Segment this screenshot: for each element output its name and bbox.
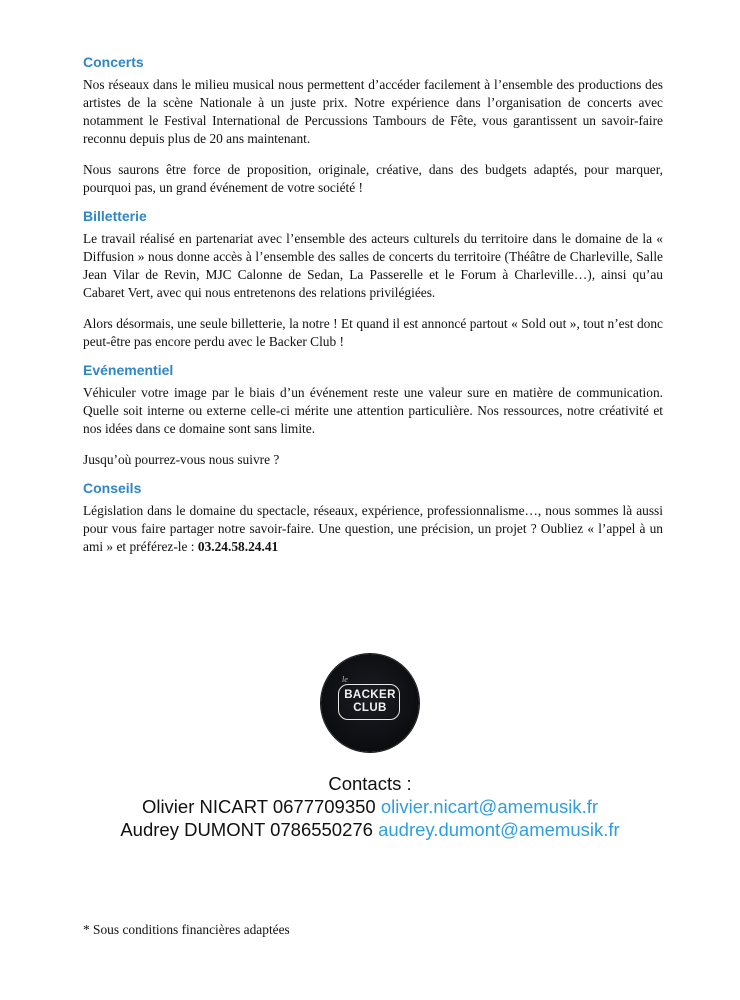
section-title-billetterie: Billetterie xyxy=(83,208,147,224)
logo-small-text: le xyxy=(342,675,348,684)
contact-audrey xyxy=(0,818,740,841)
logo-circle xyxy=(321,654,419,752)
contacts-heading: Contacts : xyxy=(328,773,412,794)
section-title-concerts: Concerts xyxy=(83,54,144,70)
logo-line-1: BACKER xyxy=(344,689,396,701)
contact-email-link[interactable]: olivier.nicart@amemusik.fr xyxy=(380,796,599,817)
phone-number: 03.24.58.24.41 xyxy=(197,539,279,554)
backer-club-logo xyxy=(321,654,419,752)
section-title-evenementiel: Evénementiel xyxy=(83,362,174,378)
evenementiel-paragraph-1: Véhiculer votre image par le biais d’un événement reste une valeur sure en matière de communication. Quelle soit interne ou externe celle-ci mérite une attention particulière. Nos ressources, notre créativité et nos idées dans ce domaine sont sans limite. xyxy=(83,385,663,436)
billetterie-paragraph-1: Le travail réalisé en partenariat avec l’ensemble des acteurs culturels du territoire dans le domaine de la « Diffusion » nous donne accès à l’ensemble des salles de concerts du territoire (Théâtre de Charleville, Salle Jean Vilar de Revin, MJC Calonne de Sedan, La Passerelle et le Forum à Charleville…), ainsi qu’au Cabaret Vert, avec qui nous entretenons des relations privilégiées. xyxy=(83,231,663,300)
contact-olivier xyxy=(0,795,740,818)
logo-badge xyxy=(338,684,400,720)
contacts-block xyxy=(0,772,740,841)
contact-name-phone: Audrey DUMONT 0786550276 xyxy=(120,819,373,840)
logo-line-2: CLUB xyxy=(353,702,387,714)
evenementiel-paragraph-2: Jusqu’où pourrez-vous nous suivre ? xyxy=(83,452,280,467)
billetterie-paragraph-2: Alors désormais, une seule billetterie, la notre ! Et quand il est annoncé partout « Sold out », tout n’est donc peut-être pas encore perdu avec le Backer Club ! xyxy=(83,316,663,349)
section-title-conseils: Conseils xyxy=(83,480,142,496)
concerts-paragraph-2: Nous saurons être force de proposition, originale, créative, dans des budgets adaptés, pour marquer, pourquoi pas, un grand événement de votre société ! xyxy=(83,162,663,195)
conseils-paragraph xyxy=(83,502,663,556)
footnote: * Sous conditions financières adaptées xyxy=(83,922,290,937)
conseils-text: Législation dans le domaine du spectacle, réseaux, expérience, professionnalisme…, nous sommes là aussi pour vous faire partager notre savoir-faire. Une question, une précision, un projet ? Oubliez « l’appel à un ami » et préférez-le : xyxy=(83,503,663,554)
contact-email-link[interactable]: audrey.dumont@amemusik.fr xyxy=(378,819,620,840)
main-content xyxy=(83,52,663,556)
contact-name-phone: Olivier NICART 0677709350 xyxy=(141,796,376,817)
concerts-paragraph-1: Nos réseaux dans le milieu musical nous permettent d’accéder facilement à l’ensemble des productions des artistes de la scène Nationale à un juste prix. Notre expérience dans l’organisation de concerts avec notamment le Festival International de Percussions Tambours de Fête, vous garantissent un savoir-faire reconnu depuis plus de 20 ans maintenant. xyxy=(83,77,663,146)
